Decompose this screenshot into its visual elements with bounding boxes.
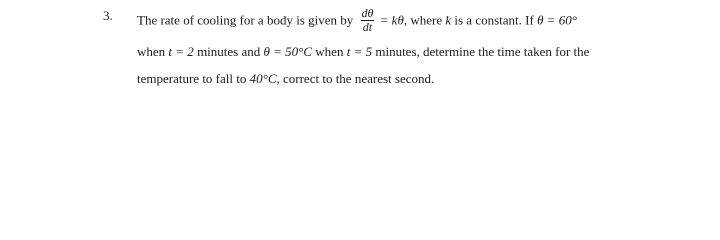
derivative-fraction xyxy=(361,7,375,34)
time-condition-1: t = 2 xyxy=(168,44,194,59)
minutes-and-text: minutes and xyxy=(197,44,261,59)
target-temperature: 40°C xyxy=(249,71,277,86)
initial-condition: θ = 60° xyxy=(537,12,577,28)
when-word: when xyxy=(137,44,166,59)
temperature-condition-2: θ = 50°C xyxy=(263,44,313,59)
equation-rhs: = kθ, xyxy=(379,12,408,28)
time-condition-2: t = 5 xyxy=(346,44,373,59)
determine-text: minutes, determine the time taken for the xyxy=(375,44,590,59)
derivative-denominator: dt xyxy=(362,20,373,34)
question-line-1 xyxy=(137,8,577,35)
derivative-numerator: dθ xyxy=(361,6,374,20)
constant-k: k xyxy=(445,12,452,28)
question-line-3 xyxy=(137,71,434,87)
temperature-text: temperature to fall to xyxy=(137,71,247,86)
nearest-second-text: , correct to the nearest second. xyxy=(276,71,435,86)
question-number: 3. xyxy=(103,8,113,23)
question-text: The rate of cooling for a body is given by xyxy=(137,12,354,28)
when-word-2: when xyxy=(315,44,344,59)
question-line-2 xyxy=(137,44,589,60)
constant-text: is a constant. If xyxy=(454,12,534,28)
where-word: where xyxy=(410,12,443,28)
